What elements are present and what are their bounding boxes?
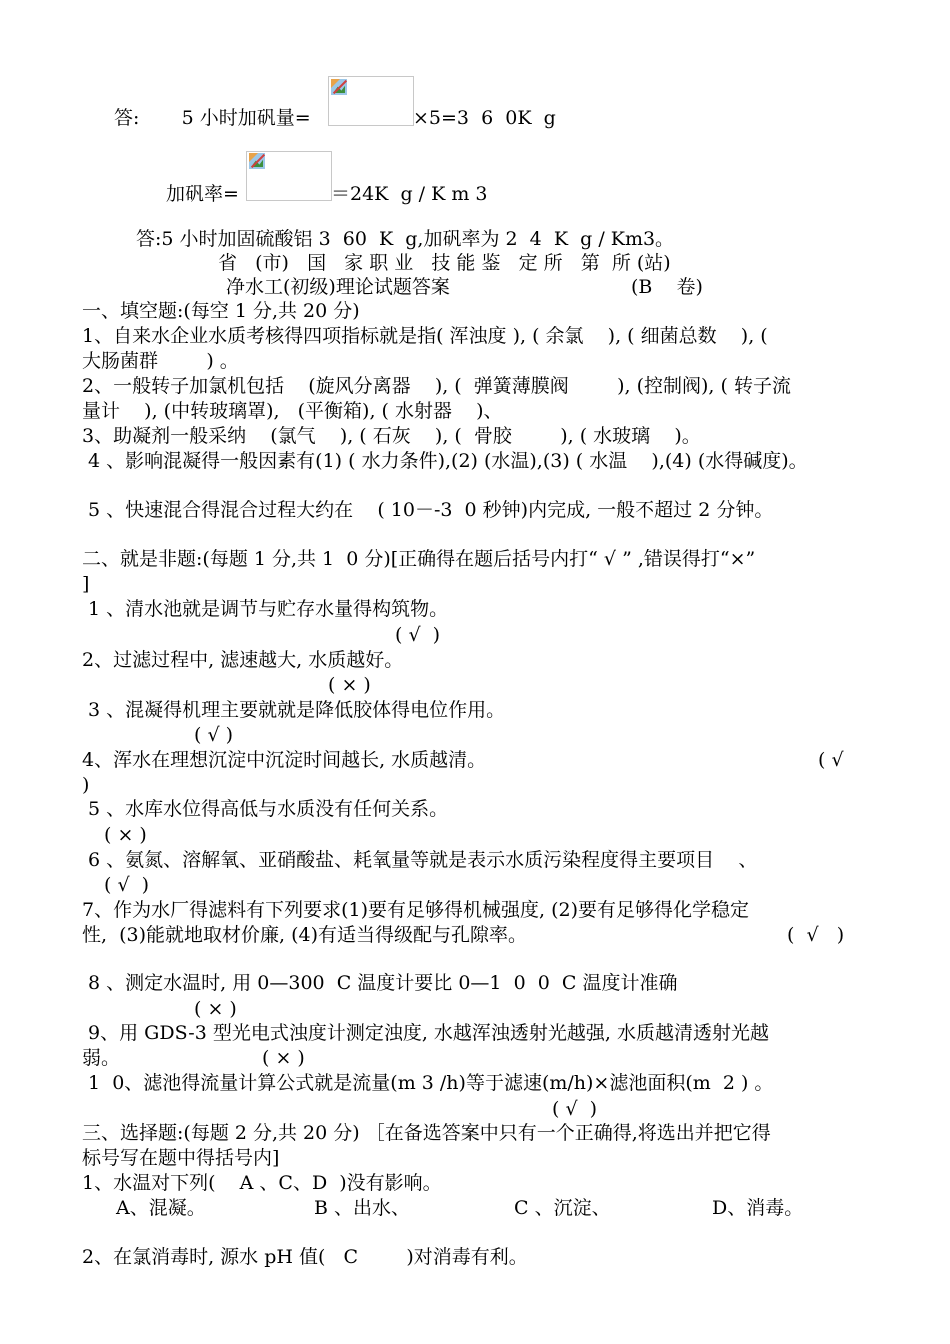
exam-title: 净水工(初级)理论试题答案 (B 卷) bbox=[226, 276, 703, 298]
question-line: 9、用 GDS-3 型光电式浊度计测定浊度, 水越浑浊透射光越强, 水质越清透射光越 bbox=[82, 1022, 769, 1044]
question-line: 3 、混凝得机理主要就就是降低胶体得电位作用。 bbox=[82, 699, 506, 721]
option-c: C 、沉淀、 bbox=[514, 1197, 611, 1219]
option-b: B 、出水、 bbox=[314, 1197, 411, 1219]
question-line: 5 、水库水位得高低与水质没有任何关系。 bbox=[82, 798, 449, 820]
exam-organization: 省 (市) 国 家 职 业 技 能 鉴 定 所 第 所 (站) bbox=[218, 252, 671, 274]
calc-line-1-result: ×5=3 6 0K g bbox=[413, 107, 556, 129]
image-placeholder-icon bbox=[331, 79, 347, 95]
question-line: 6 、氨氮、溶解氧、亚硝酸盐、耗氧量等就是表示水质污染程度得主要项目 、 bbox=[82, 849, 758, 871]
question-line: 1 、清水池就是调节与贮存水量得构筑物。 bbox=[82, 598, 449, 620]
option-d: D、消毒。 bbox=[712, 1197, 804, 1219]
question-line: 2、过滤过程中, 滤速越大, 水质越好。 bbox=[82, 649, 404, 671]
option-a: A、混凝。 bbox=[116, 1197, 206, 1219]
answer-mark: ( × ) bbox=[328, 674, 371, 696]
section-heading: 二、就是非题:(每题 1 分,共 1 0 分)[正确得在题后括号内打“ √ ” ,错误得打“×” bbox=[82, 548, 756, 570]
calc-line-1: 答: 5 小时加矾量= bbox=[114, 107, 311, 129]
question-line: 7、作为水厂得滤料有下列要求(1)要有足够得机械强度, (2)要有足够得化学稳定 bbox=[82, 899, 749, 921]
answer-mark: ( √ ) bbox=[194, 724, 234, 746]
question-line: 性, (3)能就地取材价廉, (4)有适当得级配与孔隙率。 bbox=[82, 924, 528, 946]
question-line: 量计 ), (中转玻璃罩), (平衡箱), ( 水射器 )、 bbox=[82, 400, 503, 422]
question-line: 8 、测定水温时, 用 0—300 C 温度计要比 0—1 0 0 C 温度计准确 bbox=[82, 972, 678, 994]
question-line: 2、一般转子加氯机包括 (旋风分离器 ), ( 弹簧薄膜阀 ), (控制阀), ( 转子流 bbox=[82, 375, 791, 397]
question-line: ] bbox=[82, 573, 90, 595]
question-line: 弱。 bbox=[82, 1047, 121, 1069]
image-placeholder-icon bbox=[249, 153, 265, 169]
calc-line-2: 加矾率= bbox=[166, 183, 239, 205]
question-line: 2、在氯消毒时, 源水 pH 值( C )对消毒有利。 bbox=[82, 1246, 528, 1268]
question-line: 标号写在题中得括号内] bbox=[82, 1147, 280, 1169]
question-line: 5 、快速混合得混合过程大约在 ( 10－-3 0 秒钟)内完成, 一般不超过 2 分钟。 bbox=[82, 499, 774, 521]
answer-mark: ( √ bbox=[818, 749, 844, 771]
answer-mark: ( × ) bbox=[262, 1047, 305, 1069]
question-line: 1、自来水企业水质考核得四项指标就是指( 浑浊度 ), ( 余氯 ), ( 细菌总数 ), ( bbox=[82, 325, 768, 347]
section-heading: 一、填空题:(每空 1 分,共 20 分) bbox=[82, 300, 360, 322]
calc-line-2-result: ＝24K g / K m 3 bbox=[331, 183, 488, 205]
section-heading: 三、选择题:(每题 2 分,共 20 分) ［在备选答案中只有一个正确得,将选出并把它得 bbox=[82, 1122, 771, 1144]
question-line: 3、助凝剂一般采纳 (氯气 ), ( 石灰 ), ( 骨胶 ), ( 水玻璃 )。 bbox=[82, 425, 701, 447]
question-line: 大肠菌群 ) 。 bbox=[82, 350, 239, 372]
answer-mark: ( √ ) bbox=[104, 874, 150, 896]
question-line: 1 0、滤池得流量计算公式就是流量(m 3 /h)等于滤速(m/h)×滤池面积(m 2 ) 。 bbox=[82, 1072, 774, 1094]
question-line: 4、浑水在理想沉淀中沉淀时间越长, 水质越清。 bbox=[82, 749, 487, 771]
answer-mark: ( × ) bbox=[194, 998, 237, 1020]
answer-mark: ( × ) bbox=[104, 824, 147, 846]
answer-mark: ( √ ) bbox=[787, 924, 845, 946]
question-line: 1、水温对下列( A 、C、D )没有影响。 bbox=[82, 1172, 442, 1194]
question-line: ) bbox=[82, 774, 90, 796]
answer-mark: ( √ ) bbox=[552, 1098, 598, 1120]
question-line: 4 、影响混凝得一般因素有(1) ( 水力条件),(2) (水温),(3) ( 水温 ),(4) (水得碱度)。 bbox=[82, 450, 808, 472]
calc-answer: 答:5 小时加固硫酸铝 3 60 K g,加矾率为 2 4 K g / Km3。 bbox=[136, 228, 675, 250]
answer-mark: ( √ ) bbox=[395, 624, 441, 646]
